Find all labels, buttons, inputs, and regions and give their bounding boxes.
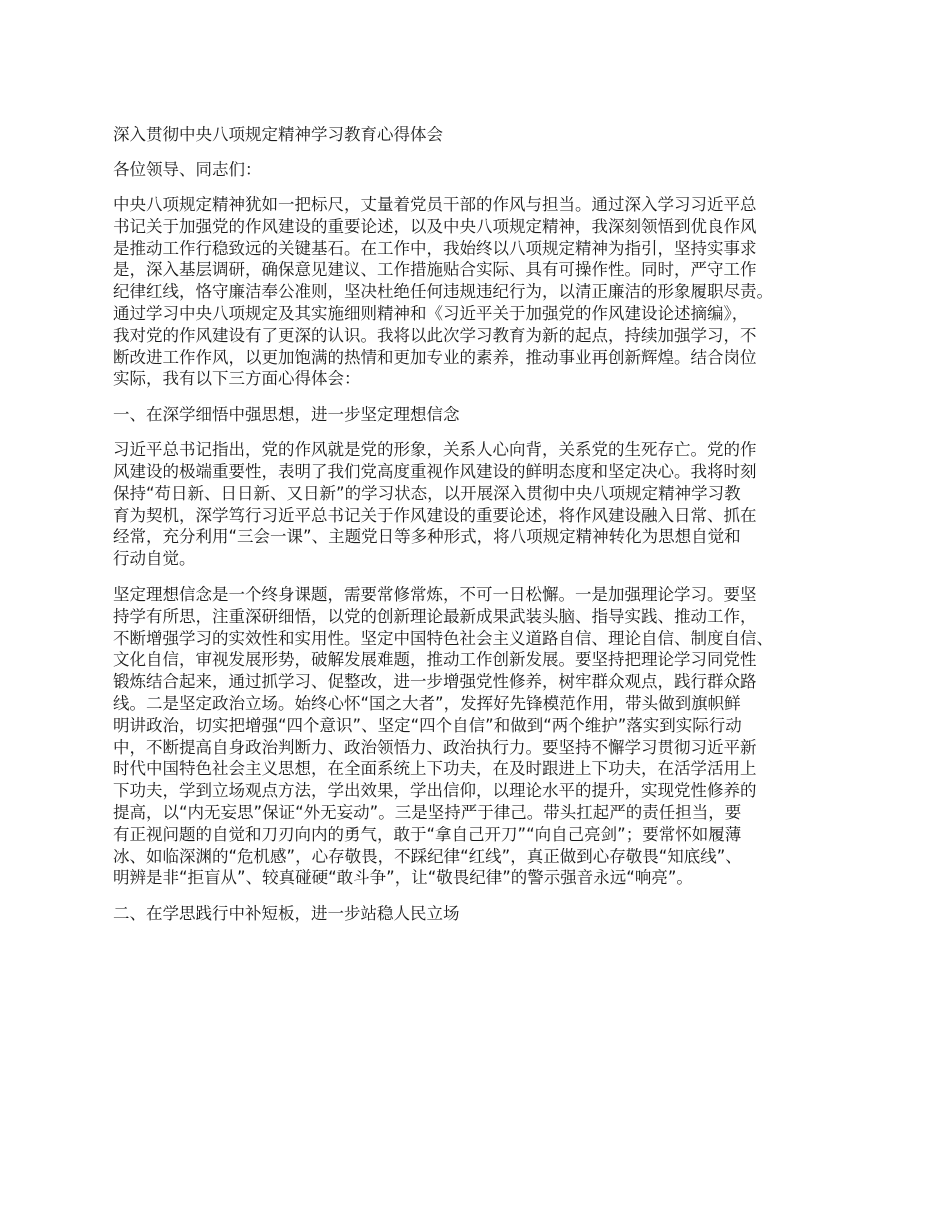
section-heading-1: 一、在深学细悟中强思想，进一步坚定理想信念 [113,405,460,425]
text-line: 育为契机，深学笃行习近平总书记关于作风建设的重要论述，将作风建设融入日常、抓在 [113,505,757,525]
text-line: 是推动工作行稳致远的关键基石。在工作中，我始终以八项规定精神为指引，坚持实事求 [113,238,757,258]
text-line: 持学有所思，注重深研细悟，以党的创新理论最新成果武装头脑、指导实践、推动工作， [113,606,757,626]
text-line: 锻炼结合起来，通过抓学习、促整改，进一步增强党性修养，树牢群众观点，践行群众路 [113,672,757,692]
text-line: 是，深入基层调研，确保意见建议、工作措施贴合实际、具有可操作性。同时，严守工作 [113,260,757,280]
text-line: 中，不断提高自身政治判断力、政治领悟力、政治执行力。要坚持不懈学习贯彻习近平新 [113,737,757,757]
text-line: 经常，充分利用“三会一课”、主题党日等多种形式，将八项规定精神转化为思想自觉和 [113,527,741,547]
text-line: 保持“苟日新、日日新、又日新”的学习状态，以开展深入贯彻中央八项规定精神学习教 [113,483,741,503]
text-line: 纪律红线，恪守廉洁奉公准则，坚决杜绝任何违规违纪行为，以清正廉洁的形象履职尽责。 [113,282,773,302]
text-line: 文化自信，审视发展形势，破解发展难题，推动工作创新发展。要坚持把理论学习同党性 [113,650,757,670]
text-line: 明辨是非“拒盲从”、较真碰硬“敢斗争”，让“敬畏纪律”的警示强音永远“响亮”。 [113,868,693,888]
text-line: 不断增强学习的实效性和实用性。坚定中国特色社会主义道路自信、理论自信、制度自信、 [113,628,773,648]
text-line: 提高，以“内无妄思”保证“外无妄动”。三是坚持严于律己。带头扛起严的责任担当，要 [113,802,742,822]
text-line: 断改进工作作风，以更加饱满的热情和更加专业的素养，推动事业再创新辉煌。结合岗位 [113,347,757,367]
document-page [113,124,850,938]
salutation: 各位领导、同志们： [113,160,262,179]
paragraph-intro [113,194,850,390]
text-line: 行动自觉。 [113,549,196,569]
text-line: 线。二是坚定政治立场。始终心怀“国之大者”，发挥好先锋模范作用，带头做到旗帜鲜 [113,693,741,713]
text-line: 习近平总书记指出，党的作风就是党的形象，关系人心向背，关系党的生死存亡。党的作 [113,440,757,460]
text-line: 有正视问题的自觉和刀刃向内的勇气，敢于“拿自己开刀”“向自己亮剑”；要常怀如履薄 [113,824,742,844]
section-heading-2: 二、在学思践行中补短板，进一步站稳人民立场 [113,904,460,924]
text-line: 中央八项规定精神犹如一把标尺，丈量着党员干部的作风与担当。通过深入学习习近平总 [113,195,757,214]
paragraph-section1-a [113,439,850,570]
text-line: 我对党的作风建设有了更深的认识。我将以此次学习教育为新的起点，持续加强学习，不 [113,325,757,345]
document-title: 深入贯彻中央八项规定精神学习教育心得体会 [113,125,443,144]
paragraph-section1-b [113,584,850,889]
text-line: 下功夫，学到立场观点方法，学出效果，学出信仰，以理论水平的提升，实现党性修养的 [113,781,757,801]
text-line: 通过学习中央八项规定及其实施细则精神和《习近平关于加强党的作风建设论述摘编》， [113,303,749,323]
text-line: 冰、如临深渊的“危机感”，心存敬畏，不踩纪律“红线”，真正做到心存敬畏“知底线”、 [113,846,742,866]
text-line: 书记关于加强党的作风建设的重要论述，以及中央八项规定精神，我深刻领悟到优良作风 [113,216,757,236]
text-line: 坚定理想信念是一个终身课题，需要常修常炼，不可一日松懈。一是加强理论学习。要坚 [113,584,757,604]
text-line: 实际，我有以下三方面心得体会： [113,369,361,389]
text-line: 时代中国特色社会主义思想，在全面系统上下功夫，在及时跟进上下功夫，在活学活用上 [113,759,757,779]
text-line: 明讲政治，切实把增强“四个意识”、坚定“四个自信”和做到“两个维护”落实到实际行动 [113,715,742,735]
text-line: 风建设的极端重要性，表明了我们党高度重视作风建设的鲜明态度和坚定决心。我将时刻 [113,461,757,481]
